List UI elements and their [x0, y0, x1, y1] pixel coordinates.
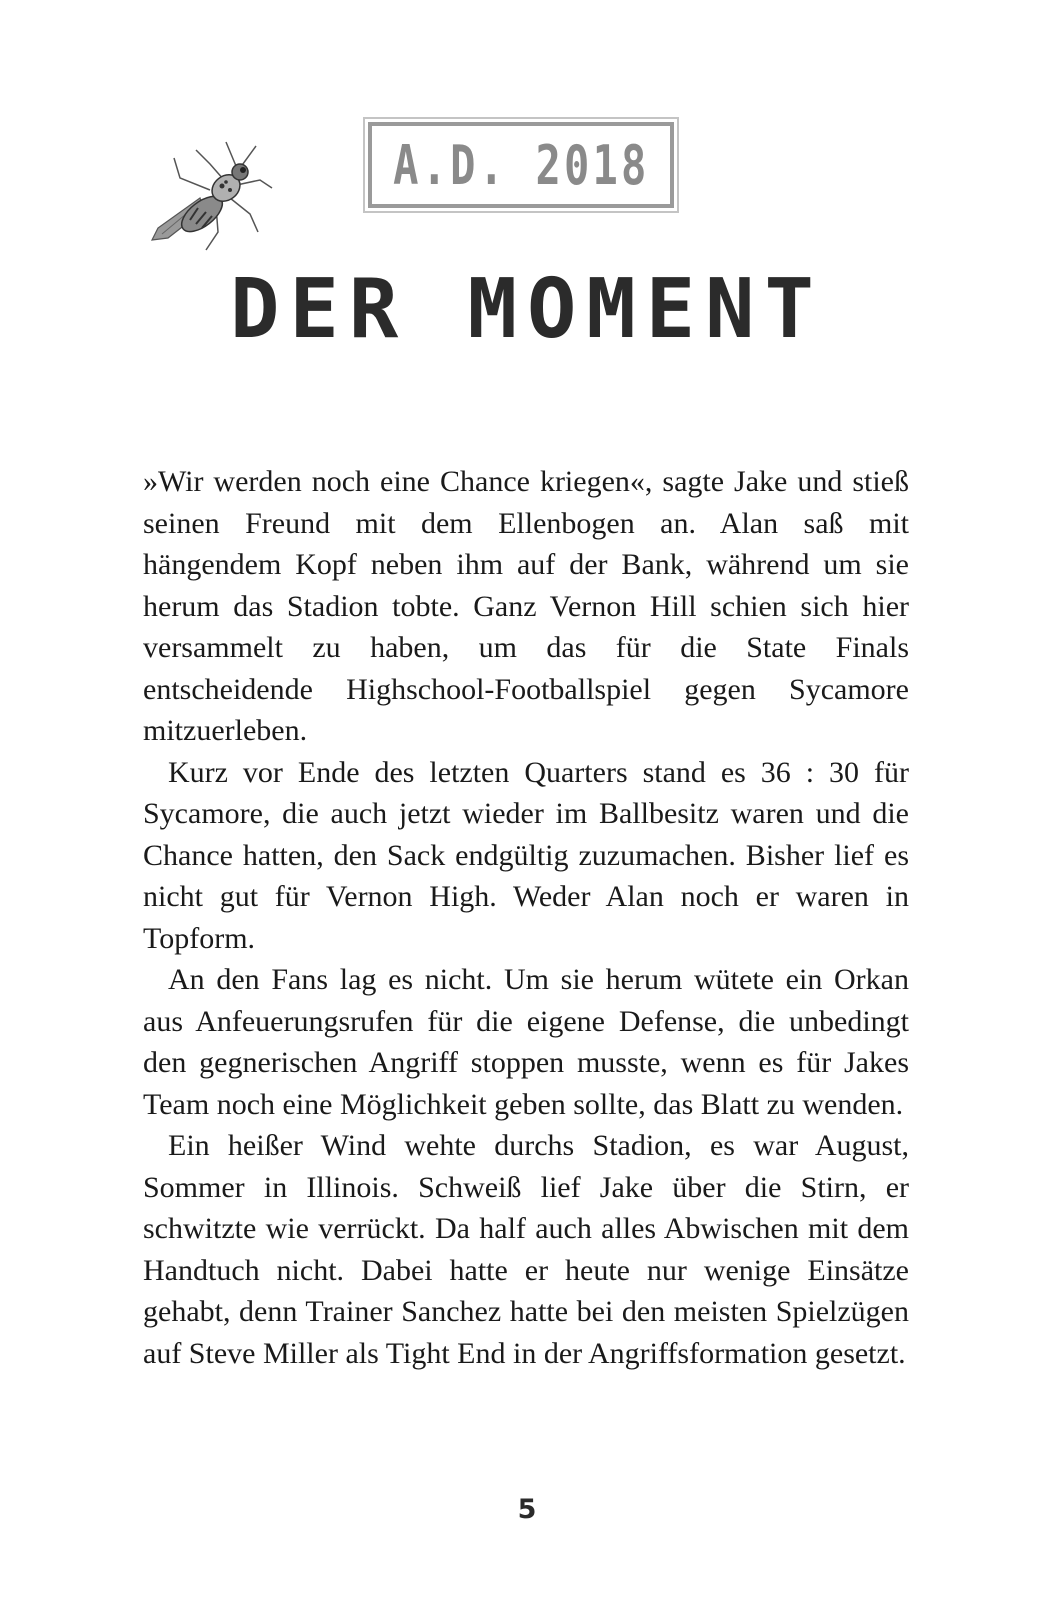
paragraph: An den Fans lag es nicht. Um sie herum wütete ein Orkan aus Anfeuerungsrufen für die eigene Defense, die unbedingt den gegnerischen Angriff stoppen musste, wenn es für Jakes Team noch eine Möglichkeit geben sollte, das Blatt zu wenden.	[143, 963, 909, 1121]
paragraph: Kurz vor Ende des letzten Quarters stand es 36 : 30 für Sycamore, die auch jetzt wieder im Ballbesitz waren und die Chance hatten, den Sack endgültig zuzumachen. Bisher lief es nicht gut für Vernon High. Weder Alan noch er waren in Topform.	[143, 755, 909, 955]
fly-icon	[140, 128, 275, 258]
chapter-body	[143, 461, 909, 1374]
chapter-title: DER MOMENT	[230, 262, 824, 357]
page-number: 5	[517, 1494, 537, 1525]
paragraph: Ein heißer Wind wehte durchs Stadion, es war August, Sommer in Illinois. Schweiß lief Jake über die Stirn, er schwitzte wie verrückt. Da half auch alles Abwischen mit dem Handtuch nicht. Dabei hatte er heute nur wenige Einsätze gehabt, denn Trainer Sanchez hatte bei den meisten Spielzügen auf Steve Miller als Tight End in der Angriffsformation gesetzt.	[143, 1129, 909, 1370]
year-stamp-label: A.D. 2018	[392, 133, 650, 197]
year-stamp	[368, 122, 674, 208]
paragraph: »Wir werden noch eine Chance kriegen«, sagte Jake und stieß seinen Freund mit dem Ellenbogen an. Alan saß mit hängendem Kopf neben ihm auf der Bank, während um sie herum das Stadion tobte. Ganz Vernon Hill schien sich hier versammelt zu haben, um das für die State Finals entscheidende Highschool-Footballspiel gegen Sycamore mitzuerleben.	[143, 465, 909, 747]
